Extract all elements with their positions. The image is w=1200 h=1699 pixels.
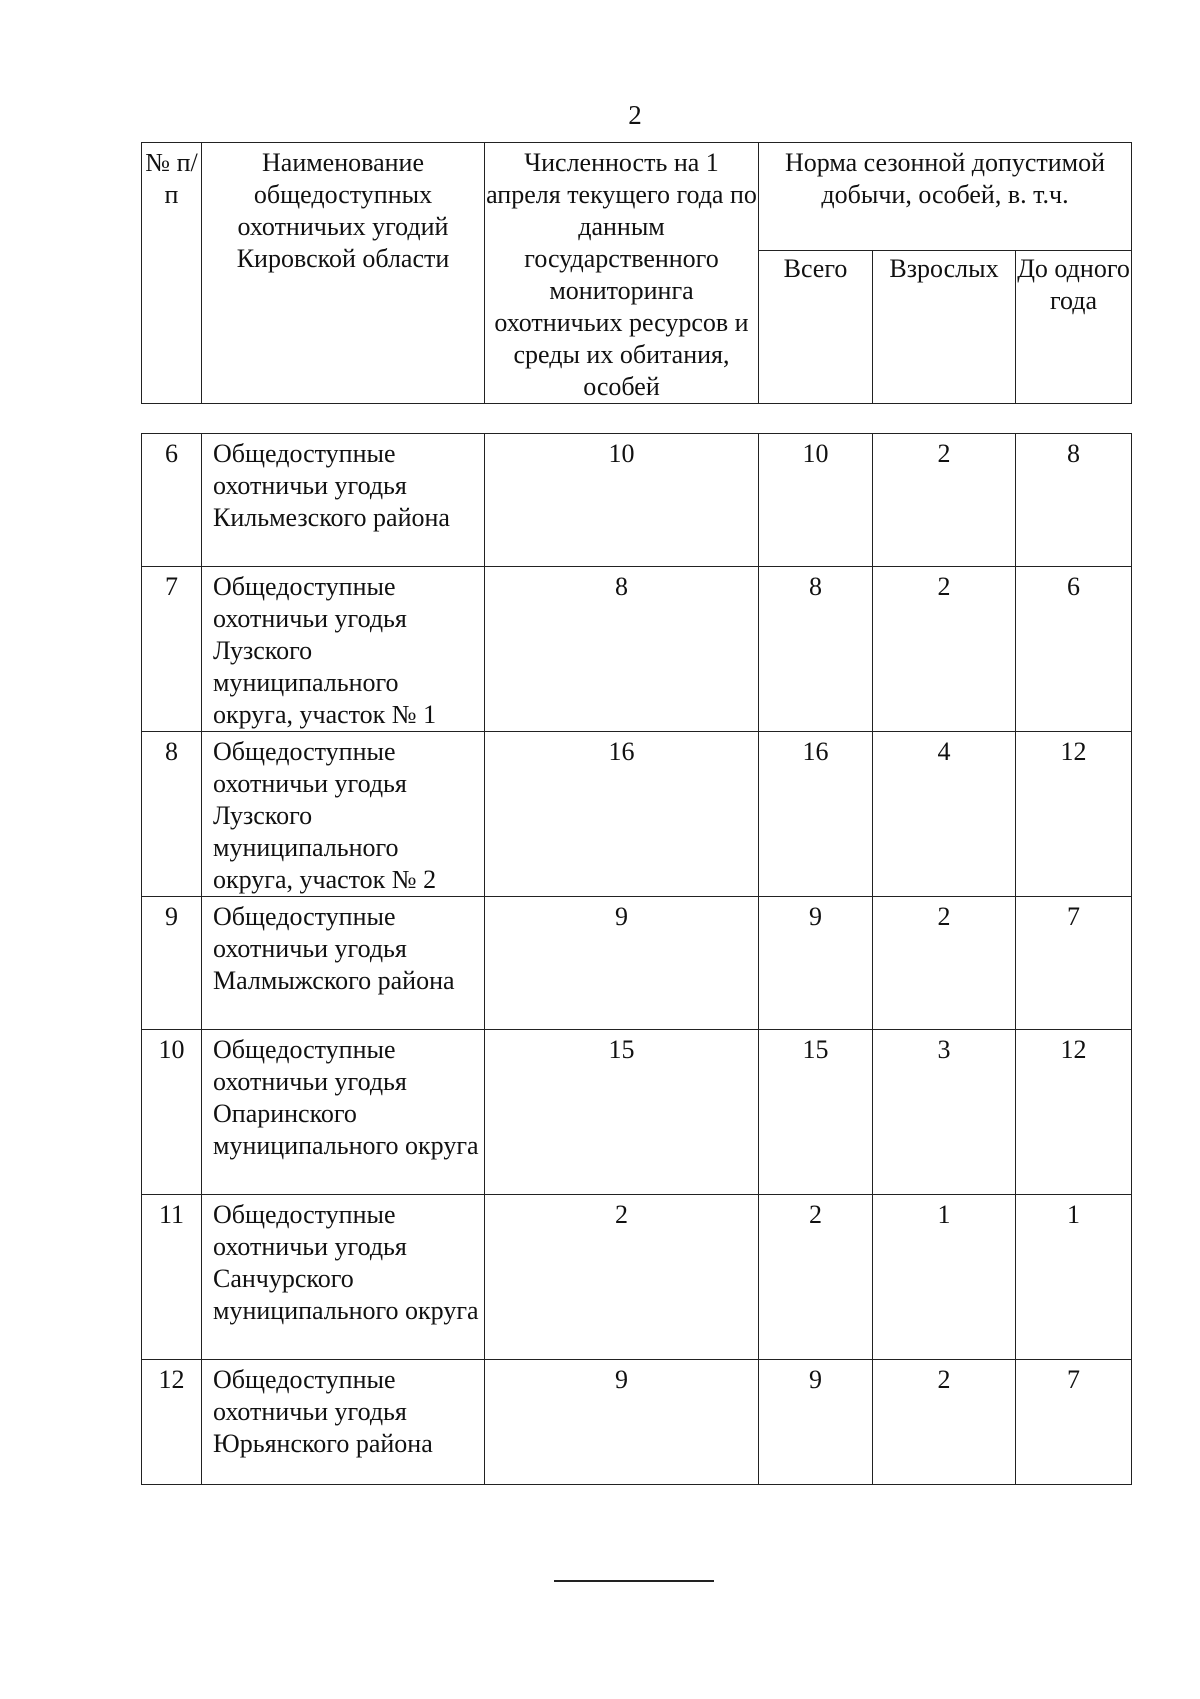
- row-name: Общедоступные охотничьи угодья Юрьянского района: [202, 1360, 485, 1485]
- row-number: 11: [142, 1195, 202, 1360]
- row-total: 10: [759, 434, 873, 567]
- row-number: 10: [142, 1030, 202, 1195]
- row-total: 9: [759, 897, 873, 1030]
- row-total: 16: [759, 732, 873, 897]
- row-adult: 2: [873, 567, 1016, 732]
- row-number: 6: [142, 434, 202, 567]
- row-population: 9: [485, 897, 759, 1030]
- row-young: 12: [1016, 732, 1132, 897]
- table-header: [141, 142, 1132, 404]
- row-name: Общедоступные охотничьи угодья Опаринского муниципального округа: [202, 1030, 485, 1195]
- row-young: 12: [1016, 1030, 1132, 1195]
- row-young: 6: [1016, 567, 1132, 732]
- header-name: Наименование общедоступных охотничьих угодий Кировской области: [202, 143, 485, 404]
- table-body: [141, 433, 1132, 1485]
- row-population: 2: [485, 1195, 759, 1360]
- row-adult: 2: [873, 434, 1016, 567]
- row-population: 9: [485, 1360, 759, 1485]
- page-number: 2: [628, 100, 642, 130]
- row-name: Общедоступные охотничьи угодья Малмыжского района: [202, 897, 485, 1030]
- row-adult: 2: [873, 1360, 1016, 1485]
- row-young: 7: [1016, 897, 1132, 1030]
- row-total: 2: [759, 1195, 873, 1360]
- row-adult: 3: [873, 1030, 1016, 1195]
- row-adult: 2: [873, 897, 1016, 1030]
- row-young: 1: [1016, 1195, 1132, 1360]
- row-name: Общедоступные охотничьи угодья Лузского муниципального округа, участок № 1: [202, 567, 485, 732]
- header-total: Всего: [759, 251, 873, 404]
- header-young: До одного года: [1016, 251, 1132, 404]
- row-young: 7: [1016, 1360, 1132, 1485]
- table-row: [142, 732, 1132, 897]
- header-number: № п/п: [142, 143, 202, 404]
- row-total: 8: [759, 567, 873, 732]
- row-name: Общедоступные охотничьи угодья Кильмезского района: [202, 434, 485, 567]
- row-adult: 4: [873, 732, 1016, 897]
- row-number: 12: [142, 1360, 202, 1485]
- header-population: Численность на 1 апреля текущего года по данным государственного мониторинга охотничьих ресурсов и среды их обитания, особей: [485, 143, 759, 404]
- table-row: [142, 897, 1132, 1030]
- row-number: 8: [142, 732, 202, 897]
- table-row: [142, 1360, 1132, 1485]
- table-row: [142, 434, 1132, 567]
- row-name: Общедоступные охотничьи угодья Санчурского муниципального округа: [202, 1195, 485, 1360]
- row-number: 7: [142, 567, 202, 732]
- row-name: Общедоступные охотничьи угодья Лузского муниципального округа, участок № 2: [202, 732, 485, 897]
- row-total: 9: [759, 1360, 873, 1485]
- row-young: 8: [1016, 434, 1132, 567]
- header-norm: Норма сезонной допустимой добычи, особей, в. т.ч.: [759, 143, 1132, 251]
- row-population: 8: [485, 567, 759, 732]
- table-row: [142, 1030, 1132, 1195]
- footer-divider: [554, 1580, 714, 1582]
- table-row: [142, 567, 1132, 732]
- row-population: 16: [485, 732, 759, 897]
- table-row: [142, 1195, 1132, 1360]
- row-population: 15: [485, 1030, 759, 1195]
- row-adult: 1: [873, 1195, 1016, 1360]
- row-number: 9: [142, 897, 202, 1030]
- row-total: 15: [759, 1030, 873, 1195]
- row-population: 10: [485, 434, 759, 567]
- header-adult: Взрослых: [873, 251, 1016, 404]
